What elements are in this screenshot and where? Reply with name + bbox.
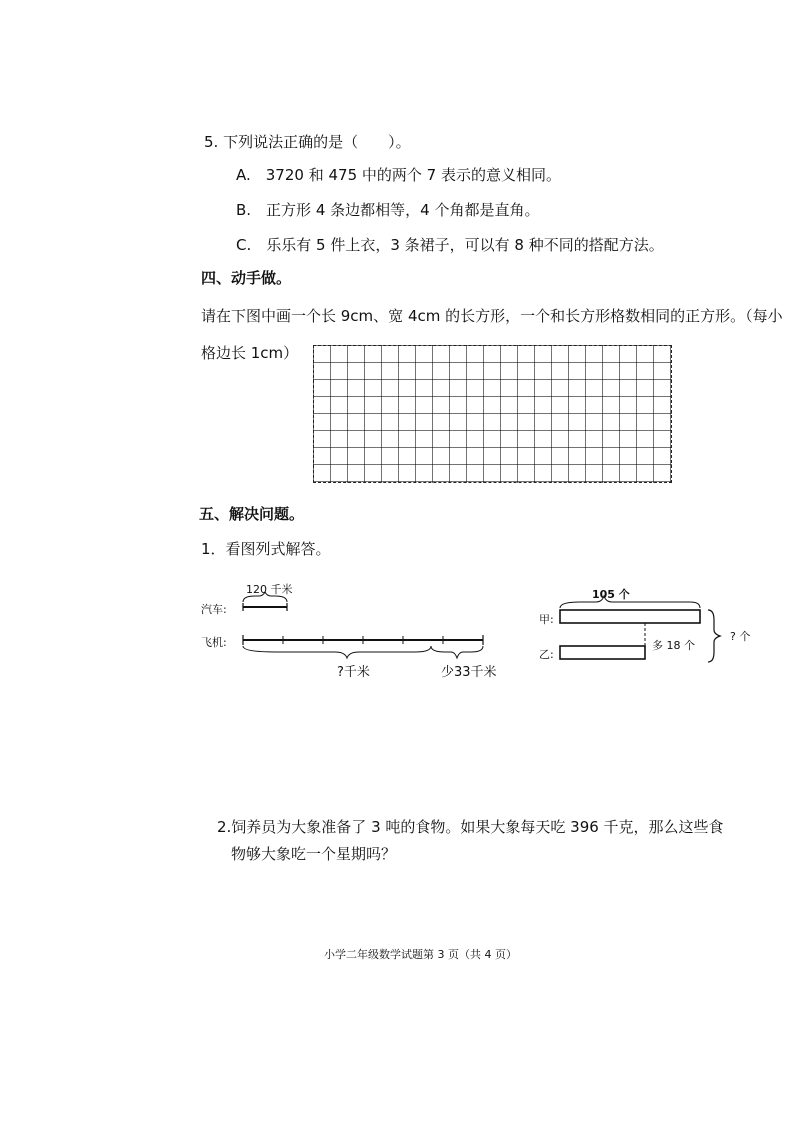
section5-heading: 五、解决问题。 bbox=[199, 505, 305, 523]
car-label: 汽车: bbox=[201, 603, 227, 616]
q5-option-a: A. 3720 和 475 中的两个 7 表示的意义相同。 bbox=[236, 166, 561, 184]
section4-heading: 四、动手做。 bbox=[201, 269, 292, 287]
less-33-label: 少33千米 bbox=[441, 665, 497, 680]
drawing-grid[interactable] bbox=[313, 345, 672, 483]
q5-option-b: B. 正方形 4 条边都相等，4 个角都是直角。 bbox=[236, 201, 540, 219]
more-18-label: 多 18 个 bbox=[652, 639, 695, 652]
total-unknown-label: ? 个 bbox=[730, 630, 751, 643]
yi-label: 乙: bbox=[539, 648, 554, 661]
q5-option-c: C. 乐乐有 5 件上衣，3 条裙子，可以有 8 种不同的搭配方法。 bbox=[236, 236, 664, 254]
q5-stem: 5. 下列说法正确的是（ ）。 bbox=[204, 133, 411, 151]
section4-instruction-line1: 请在下图中画一个长 9cm、宽 4cm 的长方形，一个和长方形格数相同的正方形。（每小 bbox=[201, 307, 783, 325]
q2-line1: 2.饲养员为大象准备了 3 吨的食物。如果大象每天吃 396 千克，那么这些食 bbox=[217, 818, 724, 836]
q2-line2: 物够大象吃一个星期吗？ bbox=[231, 845, 397, 863]
section4-instruction-line2: 格边长 1cm） bbox=[201, 344, 299, 362]
car-length-label: 120 千米 bbox=[246, 583, 293, 596]
jia-count-label: 105 个 bbox=[592, 588, 630, 601]
page-footer: 小学二年级数学试题第 3 页（共 4 页） bbox=[324, 948, 517, 961]
q1-title: 1．看图列式解答。 bbox=[201, 540, 331, 558]
plane-label: 飞机: bbox=[201, 636, 227, 649]
jia-label: 甲: bbox=[539, 613, 554, 626]
line-segment-diagram bbox=[235, 592, 535, 672]
plane-unknown-label: ?千米 bbox=[337, 665, 370, 680]
